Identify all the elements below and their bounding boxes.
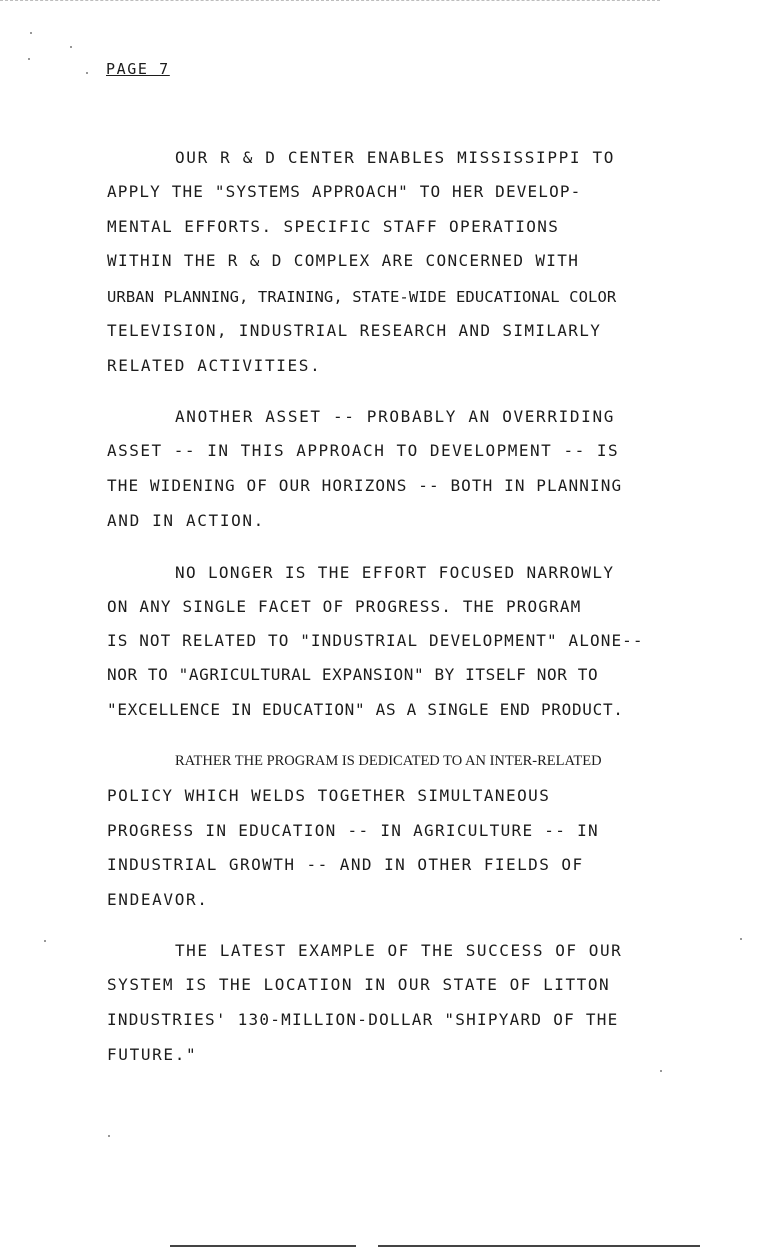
- scan-speck: [660, 1070, 662, 1072]
- text-line: URBAN PLANNING, TRAINING, STATE-WIDE EDUCATIONAL COLOR: [107, 288, 617, 306]
- text-line: AND IN ACTION.: [107, 511, 265, 530]
- text-line: INDUSTRIAL GROWTH -- AND IN OTHER FIELDS OF: [107, 855, 584, 874]
- page-number: PAGE 7: [106, 60, 170, 78]
- text-line: WITHIN THE R & D COMPLEX ARE CONCERNED WITH: [107, 251, 580, 270]
- top-page-edge: [0, 0, 660, 3]
- text-line: ENDEAVOR.: [107, 890, 209, 909]
- text-line: ASSET -- IN THIS APPROACH TO DEVELOPMENT -- IS: [107, 441, 620, 460]
- text-line: POLICY WHICH WELDS TOGETHER SIMULTANEOUS: [107, 786, 551, 805]
- scan-speck: [70, 46, 72, 48]
- text-line: TELEVISION, INDUSTRIAL RESEARCH AND SIMILARLY: [107, 321, 602, 340]
- text-line: IS NOT RELATED TO "INDUSTRIAL DEVELOPMENT" ALONE--: [107, 631, 644, 650]
- text-line: SYSTEM IS THE LOCATION IN OUR STATE OF LITTON: [107, 975, 611, 994]
- bottom-page-edge: [170, 1245, 356, 1247]
- scan-speck: [28, 58, 30, 60]
- text-line: FUTURE.": [107, 1045, 198, 1064]
- text-line: MENTAL EFFORTS. SPECIFIC STAFF OPERATIONS: [107, 217, 560, 236]
- scan-speck: [740, 938, 742, 940]
- text-line: APPLY THE "SYSTEMS APPROACH" TO HER DEVELOP-: [107, 182, 582, 201]
- scan-speck: [44, 940, 46, 942]
- text-line: INDUSTRIES' 130-MILLION-DOLLAR "SHIPYARD OF THE: [107, 1010, 619, 1029]
- text-line: ON ANY SINGLE FACET OF PROGRESS. THE PROGRAM: [107, 597, 582, 616]
- text-line: THE LATEST EXAMPLE OF THE SUCCESS OF OUR: [175, 941, 623, 960]
- text-line: RELATED ACTIVITIES.: [107, 356, 322, 375]
- bottom-page-edge: [378, 1245, 700, 1247]
- scan-speck: [30, 32, 32, 34]
- text-line: "EXCELLENCE IN EDUCATION" AS A SINGLE END PRODUCT.: [107, 700, 624, 719]
- text-line: ANOTHER ASSET -- PROBABLY AN OVERRIDING: [175, 407, 616, 426]
- text-line: RATHER THE PROGRAM IS DEDICATED TO AN INTER-RELATED: [175, 753, 602, 769]
- scan-speck: [108, 1135, 110, 1137]
- text-line: OUR R & D CENTER ENABLES MISSISSIPPI TO: [175, 148, 616, 167]
- scan-speck: [86, 72, 88, 74]
- text-line: THE WIDENING OF OUR HORIZONS -- BOTH IN PLANNING: [107, 476, 623, 495]
- text-line: NOR TO "AGRICULTURAL EXPANSION" BY ITSELF NOR TO: [107, 665, 599, 684]
- text-line: PROGRESS IN EDUCATION -- IN AGRICULTURE -- IN: [107, 821, 599, 840]
- text-line: NO LONGER IS THE EFFORT FOCUSED NARROWLY: [175, 563, 615, 582]
